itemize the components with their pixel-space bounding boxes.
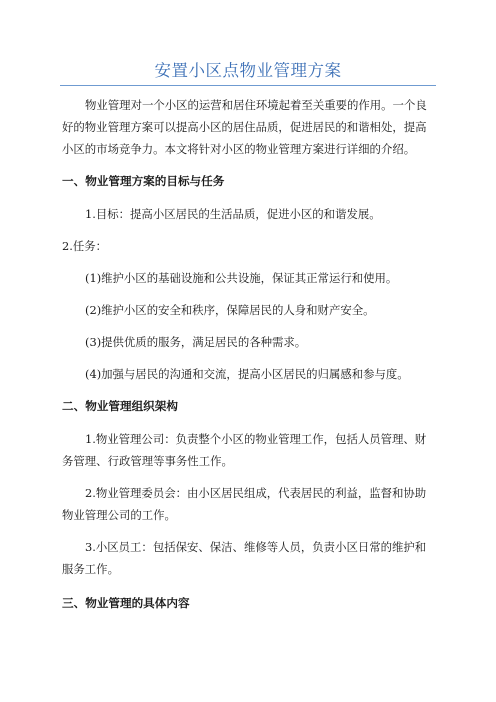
- org-item-2-line-1: 2.物业管理委员会：由小区居民组成，代表居民的利益，监督和协助: [85, 486, 427, 500]
- document-title: 安置小区点物业管理方案: [154, 61, 342, 80]
- section-heading-2: 二、物业管理组织架构: [62, 399, 178, 413]
- intro-line-1: 物业管理对一个小区的运营和居住环境起着至关重要的作用。一个良: [85, 98, 427, 112]
- intro-line-3: 小区的市场竞争力。本文将针对小区的物业管理方案进行详细的介绍。: [62, 142, 416, 156]
- org-item-3-line-1: 3.小区员工：包括保安、保洁、维修等人员，负责小区日常的维护和: [85, 540, 427, 554]
- org-item-1-line-2: 务管理、行政管理等事务性工作。: [62, 454, 233, 468]
- intro-line-2: 好的物业管理方案可以提高小区的居住品质，促进居民的和谐相处，提高: [62, 120, 427, 134]
- task-item-3: (3)提供优质的服务，满足居民的各种需求。: [85, 335, 307, 349]
- task-item-2: (2)维护小区的安全和秩序，保障居民的人身和财产安全。: [85, 303, 375, 317]
- org-item-3-line-2: 服务工作。: [62, 562, 119, 576]
- goal-item: 1.目标：提高小区居民的生活品质，促进小区的和谐发展。: [85, 207, 381, 221]
- org-item-1-line-1: 1.物业管理公司：负责整个小区的物业管理工作，包括人员管理、财: [85, 432, 427, 446]
- task-item-4: (4)加强与居民的沟通和交流，提高小区居民的归属感和参与度。: [85, 367, 409, 381]
- task-item-1: (1)维护小区的基础设施和公共设施，保证其正常运行和使用。: [85, 271, 398, 285]
- section-heading-1: 一、物业管理方案的目标与任务: [62, 174, 225, 188]
- org-item-2-line-2: 物业管理公司的工作。: [62, 508, 176, 522]
- section-heading-3: 三、物业管理的具体内容: [62, 596, 190, 610]
- title-underline: [60, 85, 436, 86]
- tasks-label: 2.任务：: [62, 239, 108, 253]
